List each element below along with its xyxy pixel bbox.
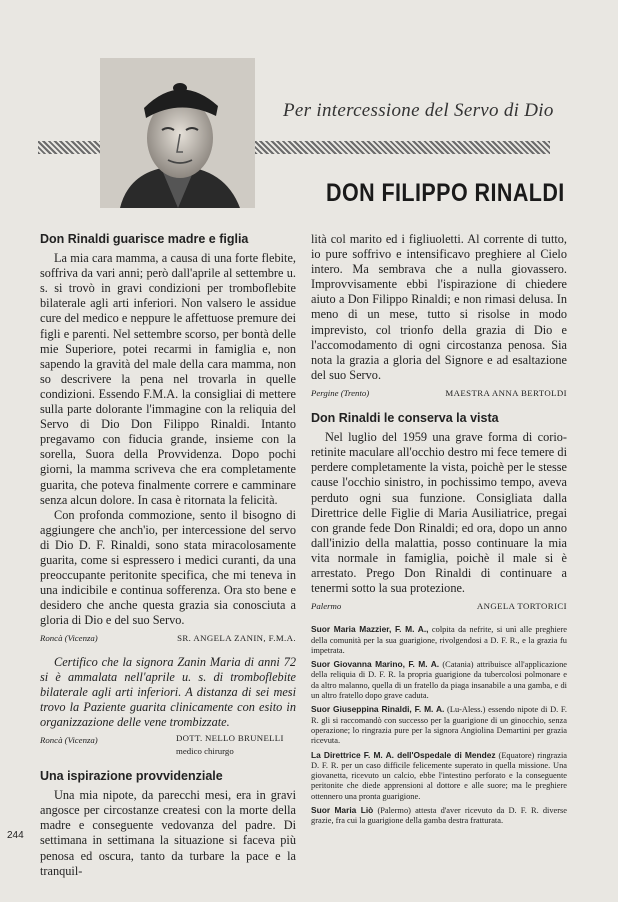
page-title: DON FILIPPO RINALDI bbox=[326, 179, 565, 207]
signature-name: MAESTRA ANNA BERTOLDI bbox=[445, 387, 567, 398]
decorative-band-right bbox=[255, 141, 550, 154]
doctor-name: DOTT. NELLO BRUNELLI bbox=[176, 733, 284, 743]
portrait-photo bbox=[100, 58, 255, 208]
signature-place: Roncà (Vicenza) bbox=[40, 633, 98, 644]
decorative-band-left bbox=[38, 141, 100, 154]
section-heading-3: Don Rinaldi le conserva la vista bbox=[311, 411, 499, 426]
paragraph: Con profonda commozione, sento il bisogno di aggiungere che anch'io, per intercessione del servo di Dio D. F. Rinaldi, sono stata miracolosamente guarita, come si espressero i medici curanti, da una preoccupante peritonite specifica, che mi teneva in una indicibile e continua sofferenza. Ora sto bene e desidero che anche questa grazia sia conosciuta a gloria di Dio e del suo Servo. bbox=[40, 507, 296, 628]
paragraph-continued: lità col marito ed i figliuoletti. Al corrente di tutto, io pure soffrivo e intensificavo preghiere al Cielo intero. Ma sembrava che a nulla giovassero. Improvvisamente ebbi l'ispirazione di chiedere aiuto a Don Filippo Rinaldi; e non rimasi delusa. In meno di un mese, tutto si risolse in modo imprevisto, col trionfo della grazia di Dio e l'accomodamento di ogni circostanza penosa. Sia nota la grazia a gloria del Signore e ad esaltazione del suo Servo. bbox=[311, 232, 567, 382]
left-column bbox=[40, 232, 296, 879]
signature-name: SR. ANGELA ZANIN, F.M.A. bbox=[177, 633, 296, 644]
grace-note: Suor Maria Liò (Palermo) attesta d'aver ricevuto da D. F. R. diverse grazie, fra cui la guarigione della gamba destra fratturata. bbox=[311, 805, 568, 826]
grace-note: La Direttrice F. M. A. dell'Ospedale di Mendez (Equatore) ringrazia D. F. R. per un caso difficile felicemente superato in quella missione. Una giovanetta, ricevuto un calcio, ebbe l'intestino perforato e la conseguente peritonite che diede apprensioni al dottore e alle suore; ma le preghiere ottennero una pronta guarigione. bbox=[311, 749, 567, 801]
grace-note: Suor Giovanna Marino, F. M. A. (Catania) attribuisce all'applicazione della reliquia di D. F. R. la propria guarigione da tubercolosi polmonare e da altro malanno, quella di un fratello da piaga insanabile a una gamba, e di un altro fratello dopo grave caduta. bbox=[311, 659, 568, 701]
grace-note: Suor Giuseppina Rinaldi, F. M. A. (Lu-Aless.) essendo nipote di D. F. R. gli si raccomandò con successo per la guarigione di un ginocchio, senza operazione; lo ringrazia pure per la signora Angiolina Demartini per grazia ricevuta. bbox=[311, 704, 567, 746]
section-heading-1: Don Rinaldi guarisce madre e figlia bbox=[40, 232, 249, 246]
header-tagline: Per intercessione del Servo di Dio bbox=[283, 100, 554, 121]
right-column bbox=[311, 232, 567, 830]
signature-name: ANGELA TORTORICI bbox=[476, 601, 567, 612]
paragraph: Una mia nipote, da parecchi mesi, era in gravi angosce per circostanze createsi con la morte della madre e conseguente vedovanza del padre. Di settimana in settimana la situazione si faceva più penosa ed oscura, tanto da turbare la pace e la tranquil- bbox=[40, 788, 296, 878]
signature-place: Pergine (Trento) bbox=[311, 387, 370, 398]
doctor-signature bbox=[40, 733, 296, 759]
doctor-role: medico chirurgo bbox=[176, 746, 234, 756]
grace-notes bbox=[311, 624, 567, 826]
medical-certificate: Certifico che la signora Zanin Maria di anni 72 si è ammalata nell'aprile u. s. di tromboflebite bilaterale agli arti inferiori. A distanza di sei mesi trovo la Paziente guarita clinicamente con esito in organizzazione delle vene trombizzate. bbox=[40, 654, 296, 729]
section-heading-2: Una ispirazione provvidenziale bbox=[40, 769, 223, 784]
grace-note: Suor Maria Mazzier, F. M. A., colpita da nefrite, si unì alle preghiere della comunità per la sua guarigione, rivolgendosi a D. F. R., e la grazia fu impetrata. bbox=[311, 624, 568, 655]
page-number: 244 bbox=[7, 830, 24, 841]
doctor-place: Roncà (Vicenza) bbox=[40, 735, 98, 745]
paragraph: Nel luglio del 1959 una grave forma di corio-retinite maculare all'occhio destro mi fece temere di perdere completamente la vista, poichè per le stesse cause l'occhio sinistro, in pochissimo tempo, aveva perduto ogni sua funzione. Consigliata dalla Direttrice delle Figlie di Maria Ausiliatrice, pregai con grande fede Don Rinaldi; ed ora, dopo un anno dall'inizio della malattia, posso continuare la mia vita normale in famiglia, poichè il male si è arrestato. Prego Don Rinaldi di continuare a tenermi sotto la sua protezione. bbox=[311, 430, 567, 596]
paragraph: La mia cara mamma, a causa di una forte flebite, soffriva da vari anni; però dall'aprile al settembre u. s. si trovò in gravi condizioni per tromboflebite bilaterale agli arti inferiori. Non valsero le assidue cure del medico e neppure le affettuose premure dei figli e parenti. Nel settembre scorso, per bontà delle mie Superiore, potei recarmi in famiglia e, non sapendo la gravità del male della cara mamma, non so descrivere la pena nel trovarla in quelle condizioni. Essendo F.M.A. la consigliai di mettere sulla parte dolorante l'immagine con la reliquia del Servo di Dio Don Filippo Rinaldi. Intanto pregavamo con fiducia grande, insieme con la sorella, Suora della Provvidenza. Dopo pochi giorni, la mamma scriveva che era completamente guarita, che poteva finalmente correre e camminare senza alcun dolore. In casa è ritornata la felicità. bbox=[40, 251, 296, 507]
signature bbox=[40, 631, 296, 646]
signature-place: Palermo bbox=[311, 601, 342, 612]
portrait-image bbox=[100, 58, 255, 208]
signature bbox=[311, 386, 567, 401]
signature bbox=[311, 599, 567, 614]
